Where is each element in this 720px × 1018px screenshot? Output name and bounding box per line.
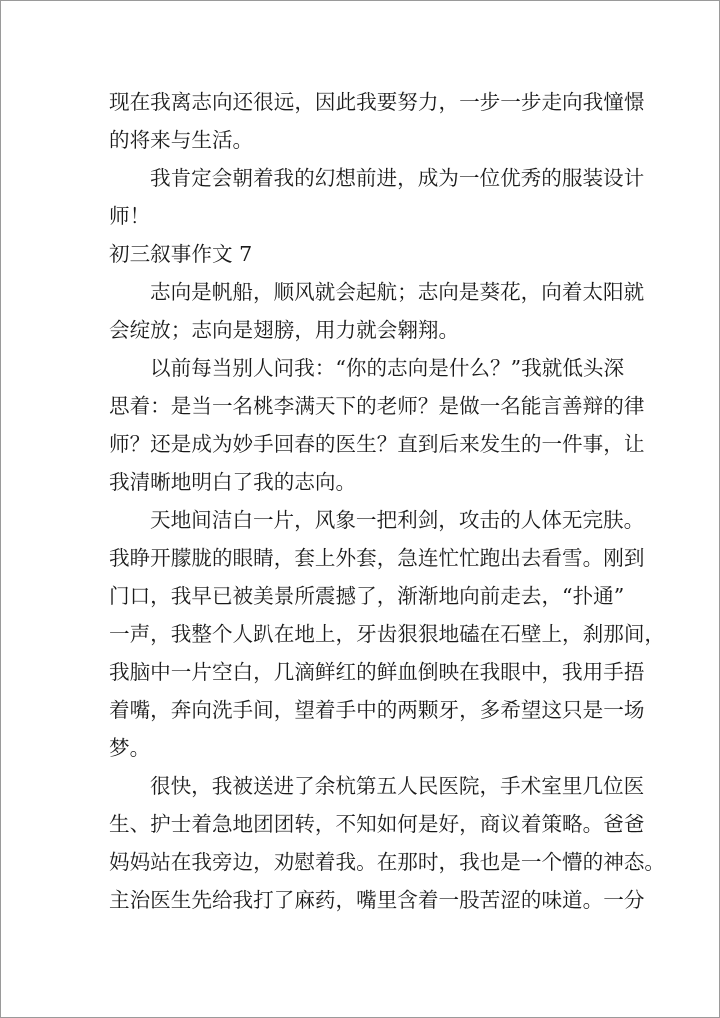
- text-line: 门口，我早已被美景所震撼了，渐渐地向前走去，“扑通”: [109, 584, 625, 608]
- text-line: 梦。: [109, 736, 151, 760]
- text-line: 一声，我整个人趴在地上，牙齿狠狠地磕在石壁上，刹那间，: [109, 622, 666, 646]
- text-line: 我脑中一片空白，几滴鲜红的鲜血倒映在我眼中，我用手捂: [109, 660, 645, 684]
- text-line: 我清晰地明白了我的志向。: [109, 470, 357, 494]
- section-heading: 初三叙事作文 7: [109, 242, 253, 266]
- text-line: 师？还是成为妙手回春的医生？直到后来发生的一件事，让: [109, 432, 645, 456]
- text-line: 我肯定会朝着我的幻想前进，成为一位优秀的服装设计: [150, 166, 645, 190]
- text-line: 着嘴，奔向洗手间，望着手中的两颗牙，多希望这只是一场: [109, 698, 645, 722]
- text-line: 现在我离志向还很远，因此我要努力，一步一步走向我憧憬: [109, 90, 645, 114]
- text-line: 志向是帆船，顺风就会起航；志向是葵花，向着太阳就: [150, 280, 645, 304]
- text-line: 我睁开朦胧的眼睛，套上外套，急连忙忙跑出去看雪。刚到: [109, 546, 645, 570]
- text-line: 生、护士着急地团团转，不知如何是好，商议着策略。爸爸: [109, 812, 645, 836]
- text-line: 师！: [109, 204, 151, 228]
- text-line: 会绽放；志向是翅膀，用力就会翱翔。: [109, 318, 460, 342]
- text-line: 妈妈站在我旁边，劝慰着我。在那时，我也是一个懵的神态。: [109, 850, 666, 874]
- text-line: 天地间洁白一片，风象一把利剑，攻击的人体无完肤。: [150, 508, 645, 532]
- text-line: 思着：是当一名桃李满天下的老师？是做一名能言善辩的律: [109, 394, 645, 418]
- text-line: 主治医生先给我打了麻药，嘴里含着一股苦涩的味道。一分: [109, 888, 645, 912]
- text-line: 以前每当别人问我：“你的志向是什么？”我就低头深: [150, 356, 625, 380]
- document-body: [109, 83, 666, 919]
- text-line: 的将来与生活。: [109, 128, 254, 152]
- text-line: 很快，我被送进了余杭第五人民医院，手术室里几位医: [150, 774, 645, 798]
